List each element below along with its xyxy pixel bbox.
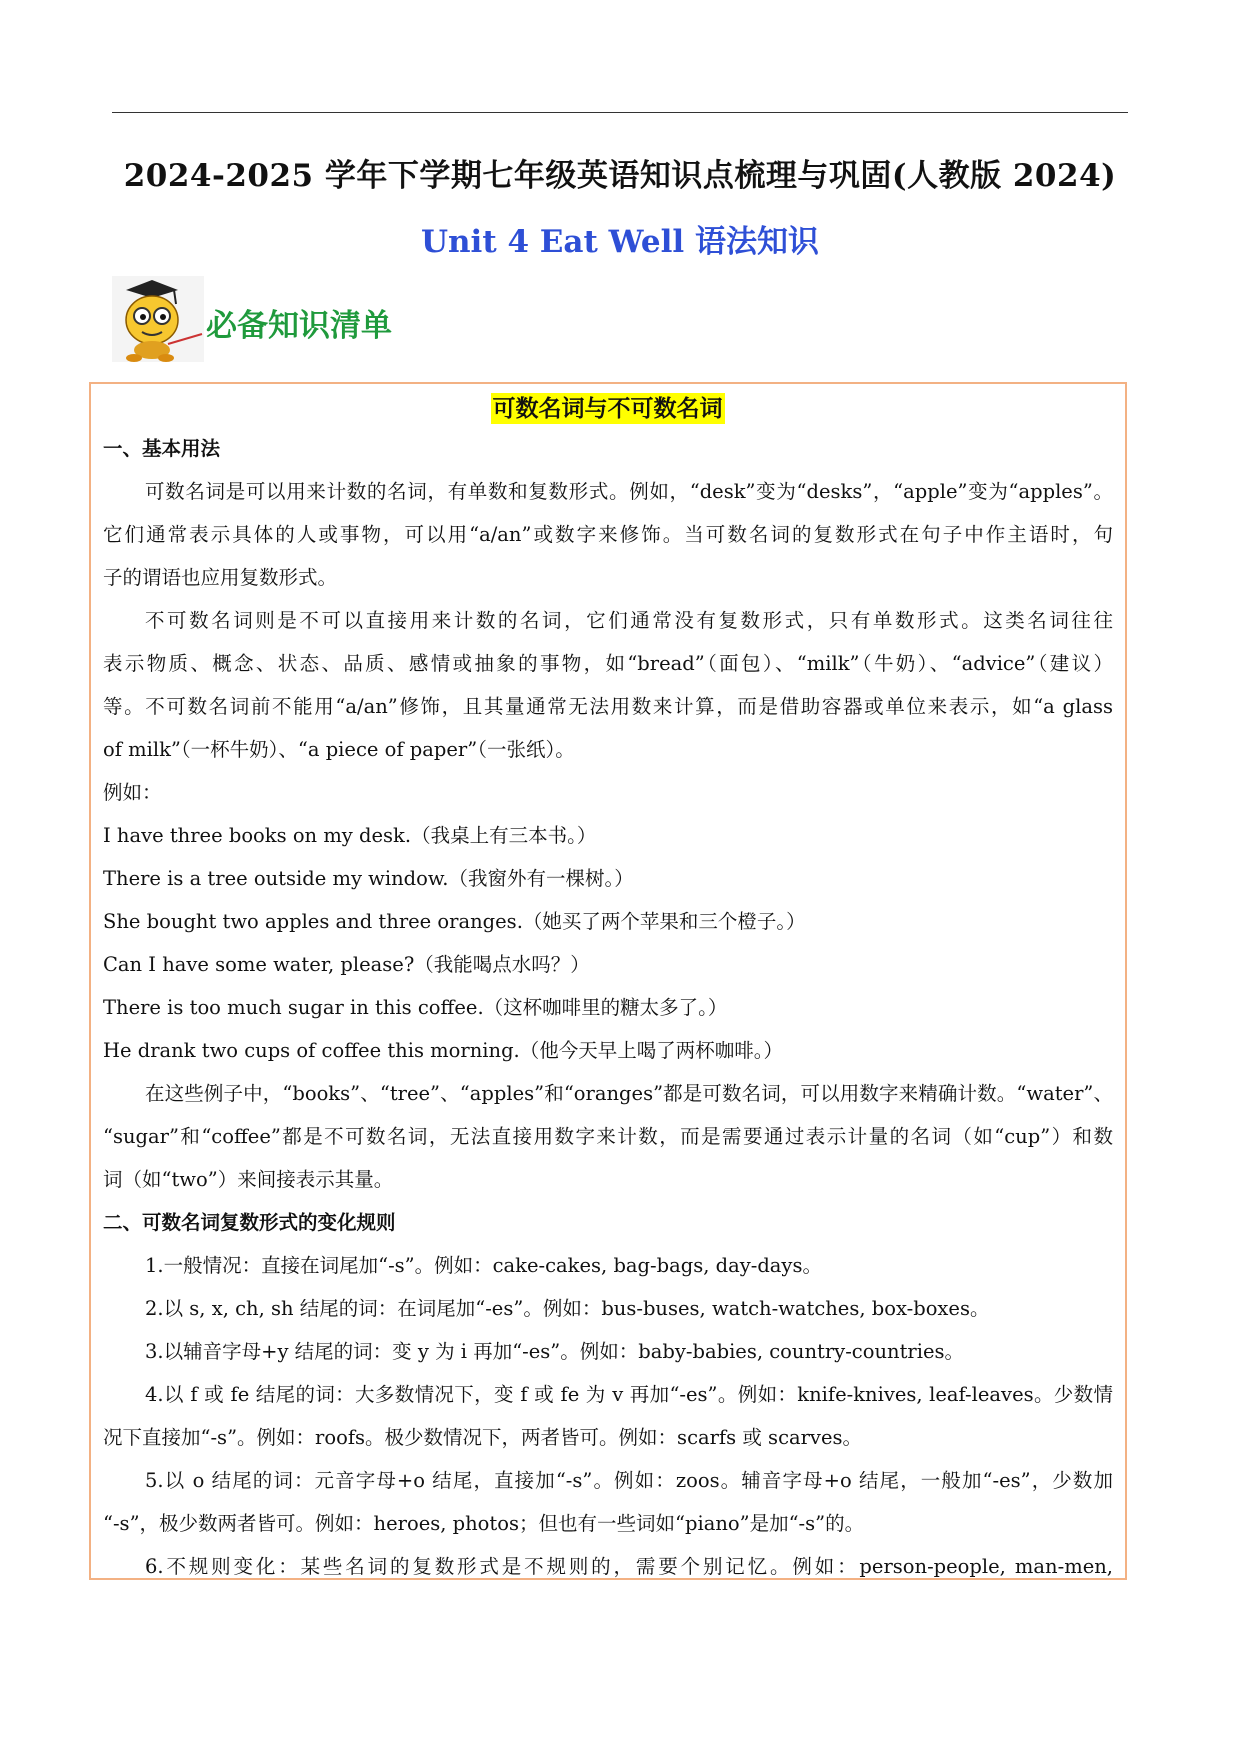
paragraph-line: “sugar”和“coffee”都是不可数名词，无法直接用数字来计数，而是需要通过表示计量的名词（如“cup”）和数 xyxy=(103,1125,1113,1148)
rule-line: “-s”，极少数两者皆可。例如：heroes, photos；但也有一些词如“piano”是加“-s”的。 xyxy=(103,1512,865,1535)
example-line: She bought two apples and three oranges.（她买了两个苹果和三个橙子。） xyxy=(103,910,806,933)
heading-plural-rules: 二、可数名词复数形式的变化规则 xyxy=(103,1211,396,1234)
example-line: Can I have some water, please?（我能喝点水吗？） xyxy=(103,953,590,976)
paragraph-line: 在这些例子中，“books”、“tree”、“apples”和“oranges”都是可数名词，可以用数字来精确计数。“water”、 xyxy=(145,1082,1113,1105)
paragraph-line: 例如： xyxy=(103,781,162,804)
paragraph-line: 等。不可数名词前不能用“a/an”修饰，且其量通常无法用数来计算，而是借助容器或单位来表示，如“a glass xyxy=(103,695,1113,718)
rule-line: 2.以 s, x, ch, sh 结尾的词：在词尾加“-es”。例如：bus-buses, watch-watches, box-boxes。 xyxy=(145,1297,990,1320)
paragraph-line: of milk”（一杯牛奶）、“a piece of paper”（一张纸）。 xyxy=(103,738,575,761)
paragraph-line: 子的谓语也应用复数形式。 xyxy=(103,566,338,589)
example-line: There is a tree outside my window.（我窗外有一棵树。） xyxy=(103,867,634,890)
paragraph-line: 词（如“two”）来间接表示其量。 xyxy=(103,1168,394,1191)
paragraph-line: 它们通常表示具体的人或事物，可以用“a/an”或数字来修饰。当可数名词的复数形式在句子中作主语时，句 xyxy=(103,523,1113,546)
rule-line: 况下直接加“-s”。例如：roofs。极少数情况下，两者皆可。例如：scarfs 或 scarves。 xyxy=(103,1426,862,1449)
paragraph-line: 不可数名词则是不可以直接用来计数的名词，它们通常没有复数形式，只有单数形式。这类名词往往 xyxy=(145,609,1113,632)
example-line: There is too much sugar in this coffee.（这杯咖啡里的糖太多了。） xyxy=(103,996,728,1019)
section-heading xyxy=(112,276,532,366)
section-label: 必备知识清单 xyxy=(206,308,392,344)
paragraph-line: 表示物质、概念、状态、品质、感情或抽象的事物，如“bread”（面包）、“milk”（牛奶）、“advice”（建议） xyxy=(103,652,1113,675)
box-title xyxy=(91,390,1124,423)
rule-line: 5.以 o 结尾的词：元音字母+o 结尾，直接加“-s”。例如：zoos。辅音字母+o 结尾，一般加“-es”，少数加 xyxy=(145,1469,1113,1492)
rule-line: 6.不规则变化：某些名词的复数形式是不规则的，需要个别记忆。例如：person-people, man-men, xyxy=(145,1555,1113,1578)
rule-line: 4.以 f 或 fe 结尾的词：大多数情况下，变 f 或 fe 为 v 再加“-es”。例如：knife-knives, leaf-leaves。少数情 xyxy=(145,1383,1113,1406)
example-line: I have three books on my desk.（我桌上有三本书。） xyxy=(103,824,597,847)
header-rule xyxy=(112,112,1128,113)
unit-title: Unit 4 Eat Well 语法知识 xyxy=(420,224,819,260)
example-line: He drank two cups of coffee this morning.（他今天早上喝了两杯咖啡。） xyxy=(103,1039,784,1062)
box-title-text: 可数名词与不可数名词 xyxy=(492,395,723,422)
scholar-mascot-icon xyxy=(112,276,204,362)
heading-basic-usage: 一、基本用法 xyxy=(103,437,221,460)
rule-line: 3.以辅音字母+y 结尾的词：变 y 为 i 再加“-es”。例如：baby-babies, country-countries。 xyxy=(145,1340,965,1363)
knowledge-box xyxy=(89,382,1127,1580)
paragraph-line: 可数名词是可以用来计数的名词，有单数和复数形式。例如，“desk”变为“desks”，“apple”变为“apples”。 xyxy=(145,480,1113,503)
rule-line: 1.一般情况：直接在词尾加“-s”。例如：cake-cakes, bag-bags, day-days。 xyxy=(145,1254,822,1277)
page-title: 2024-2025 学年下学期七年级英语知识点梳理与巩固(人教版 2024) xyxy=(123,158,1117,194)
